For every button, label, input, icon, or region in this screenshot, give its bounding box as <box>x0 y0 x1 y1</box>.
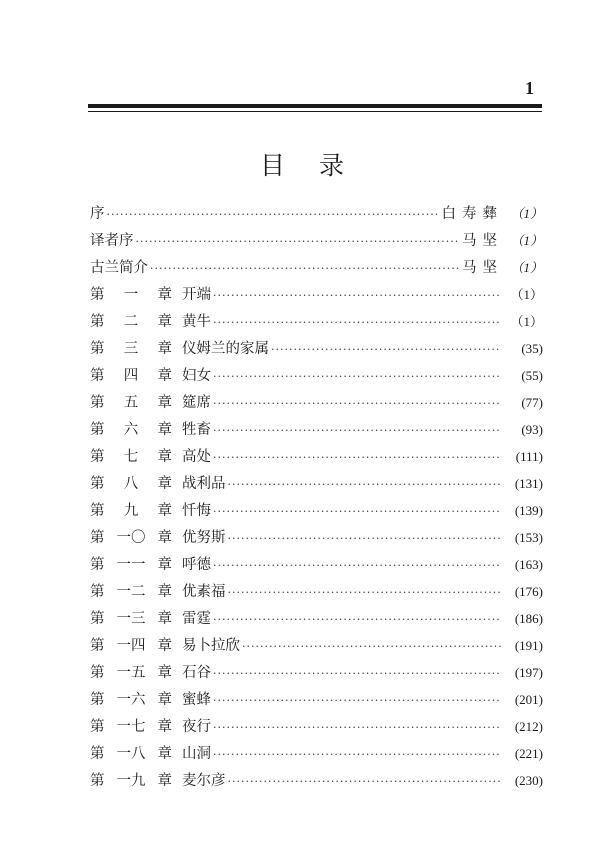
chapter-number-part: 章 <box>157 422 172 438</box>
chapter-number-part: 第 <box>90 314 105 330</box>
chapter-number <box>90 606 182 633</box>
dot-leader <box>213 687 501 714</box>
chapter-page: (139) <box>514 503 543 518</box>
page-number: 1 <box>525 78 534 98</box>
chapter-page: (201) <box>514 692 543 707</box>
chapter-title: 战利品 <box>182 476 226 492</box>
toc-row-chapter <box>90 524 543 551</box>
chapter-number-part: 第 <box>90 287 105 303</box>
chapter-title: 石谷 <box>182 665 211 681</box>
dot-leader <box>213 444 501 471</box>
chapter-number-part: 五 <box>123 395 139 411</box>
toc-row-chapter <box>90 713 543 740</box>
dot-leader <box>228 579 502 606</box>
entry-author: 马坚 <box>462 260 503 276</box>
dot-leader <box>136 228 461 255</box>
toc-row-chapter <box>90 497 543 524</box>
chapter-number-part: 一〇 <box>116 530 146 546</box>
toc-row-chapter <box>90 281 543 308</box>
chapter-number-part: 第 <box>90 665 105 681</box>
chapter-number-part: 九 <box>123 503 139 519</box>
toc-row-chapter <box>90 740 543 767</box>
chapter-number <box>90 309 182 336</box>
dot-leader <box>242 633 501 660</box>
chapter-title: 优努斯 <box>182 530 226 546</box>
chapter-page: (230) <box>514 773 543 788</box>
chapter-title: 仪姆兰的家属 <box>182 341 269 357</box>
chapter-page: (35) <box>521 341 543 356</box>
chapter-number-part: 第 <box>90 503 105 519</box>
chapter-page: (111) <box>515 449 543 464</box>
toc-row-chapter <box>90 767 543 794</box>
entry-author: 马坚 <box>462 233 503 249</box>
dot-leader <box>213 498 501 525</box>
chapter-number-part: 一四 <box>116 638 146 654</box>
chapter-title: 麦尔彦 <box>182 773 226 789</box>
page-title: 目录 <box>259 151 378 180</box>
toc-row-chapter <box>90 551 543 578</box>
chapter-title: 呼德 <box>182 557 211 573</box>
chapter-number-part: 第 <box>90 692 105 708</box>
chapter-number <box>90 633 182 660</box>
chapter-page: (55) <box>521 368 543 383</box>
toc-row-chapter <box>90 578 543 605</box>
dot-leader <box>228 525 502 552</box>
chapter-number-part: 六 <box>123 422 139 438</box>
table-of-contents <box>90 200 543 794</box>
chapter-number <box>90 714 182 741</box>
chapter-number <box>90 741 182 768</box>
toc-row-quran-intro <box>90 254 543 281</box>
chapter-number-part: 七 <box>123 449 139 465</box>
chapter-title: 优素福 <box>182 584 226 600</box>
dot-leader <box>228 471 502 498</box>
chapter-number-part: 一七 <box>116 719 146 735</box>
chapter-number-part: 第 <box>90 773 105 789</box>
chapter-number-part: 第 <box>90 611 105 627</box>
chapter-number-part: 第 <box>90 746 105 762</box>
dot-leader <box>213 606 501 633</box>
chapter-number-part: 章 <box>157 287 172 303</box>
chapter-number-part: 一五 <box>116 665 146 681</box>
chapter-number <box>90 687 182 714</box>
chapter-number-part: 八 <box>123 476 139 492</box>
chapter-number-part: 第 <box>90 557 105 573</box>
chapter-number-part: 章 <box>157 665 172 681</box>
chapter-number-part: 二 <box>123 314 139 330</box>
chapter-number-part: 章 <box>157 395 172 411</box>
toc-row-translator-preface <box>90 227 543 254</box>
chapter-number-part: 第 <box>90 530 105 546</box>
chapter-page: (163) <box>514 557 543 572</box>
dot-leader <box>213 714 501 741</box>
dot-leader <box>271 336 501 363</box>
chapter-number-part: 章 <box>157 746 172 762</box>
chapter-number <box>90 552 182 579</box>
chapter-number <box>90 390 182 417</box>
chapter-number <box>90 768 182 795</box>
toc-row-chapter <box>90 632 543 659</box>
header-rule-thin <box>88 111 542 112</box>
chapter-page: (221) <box>514 746 543 761</box>
entry-title: 古兰简介 <box>90 260 148 276</box>
chapter-number-part: 三 <box>123 341 139 357</box>
dot-leader <box>213 309 501 336</box>
dot-leader <box>107 201 440 228</box>
dot-leader <box>213 552 501 579</box>
chapter-page: (77) <box>521 395 543 410</box>
chapter-title: 蜜蜂 <box>182 692 211 708</box>
chapter-number-part: 章 <box>157 449 172 465</box>
chapter-number-part: 章 <box>157 503 172 519</box>
toc-row-chapter <box>90 686 543 713</box>
toc-row-chapter <box>90 416 543 443</box>
chapter-number-part: 章 <box>157 611 172 627</box>
entry-page: （1） <box>510 260 543 275</box>
chapter-number-part: 一二 <box>116 584 146 600</box>
chapter-number <box>90 579 182 606</box>
chapter-page: (212) <box>514 719 543 734</box>
dot-leader <box>213 741 501 768</box>
chapter-page: (191) <box>514 638 543 653</box>
chapter-page: (153) <box>514 530 543 545</box>
chapter-number-part: 章 <box>157 341 172 357</box>
chapter-number-part: 章 <box>157 719 172 735</box>
chapter-title: 夜行 <box>182 719 211 735</box>
chapter-number-part: 第 <box>90 449 105 465</box>
chapter-title: 牲畜 <box>182 422 211 438</box>
chapter-number-part: 一九 <box>116 773 146 789</box>
dot-leader <box>213 282 501 309</box>
chapter-number-part: 第 <box>90 368 105 384</box>
chapter-number-part: 第 <box>90 341 105 357</box>
chapter-title: 妇女 <box>182 368 211 384</box>
chapter-title: 高处 <box>182 449 211 465</box>
entry-title: 译者序 <box>90 233 134 249</box>
entry-page: （1） <box>510 233 543 248</box>
chapter-number-part: 一 <box>123 287 139 303</box>
toc-row-chapter <box>90 659 543 686</box>
chapter-page: (131) <box>514 476 543 491</box>
chapter-title: 忏悔 <box>182 503 211 519</box>
chapter-number-part: 一三 <box>116 611 146 627</box>
chapter-title: 筵席 <box>182 395 211 411</box>
toc-row-chapter <box>90 335 543 362</box>
chapter-title: 山洞 <box>182 746 211 762</box>
chapter-number-part: 章 <box>157 557 172 573</box>
toc-row-chapter <box>90 362 543 389</box>
dot-leader <box>213 660 501 687</box>
chapter-title: 黄牛 <box>182 314 211 330</box>
chapter-number <box>90 471 182 498</box>
chapter-number-part: 章 <box>157 692 172 708</box>
chapter-page: （1） <box>510 287 543 302</box>
toc-row-preface <box>90 200 543 227</box>
dot-leader <box>228 768 502 795</box>
chapter-number-part: 四 <box>123 368 139 384</box>
chapter-number-part: 章 <box>157 368 172 384</box>
chapter-number <box>90 498 182 525</box>
toc-row-chapter <box>90 443 543 470</box>
header-rule-thick <box>88 104 542 108</box>
chapter-page: (186) <box>514 611 543 626</box>
chapter-number-part: 第 <box>90 638 105 654</box>
toc-row-chapter <box>90 308 543 335</box>
dot-leader <box>150 255 460 282</box>
chapter-number <box>90 336 182 363</box>
chapter-number-part: 章 <box>157 314 172 330</box>
toc-row-chapter <box>90 389 543 416</box>
chapter-number-part: 第 <box>90 422 105 438</box>
chapter-number-part: 一六 <box>116 692 146 708</box>
chapter-title: 雷霆 <box>182 611 211 627</box>
chapter-number-part: 章 <box>157 773 172 789</box>
dot-leader <box>213 363 501 390</box>
chapter-number-part: 第 <box>90 584 105 600</box>
chapter-number-part: 一八 <box>116 746 146 762</box>
chapter-page: (197) <box>514 665 543 680</box>
dot-leader <box>213 390 501 417</box>
chapter-page: （1） <box>510 314 543 329</box>
chapter-number <box>90 525 182 552</box>
chapter-title: 开端 <box>182 287 211 303</box>
chapter-number-part: 章 <box>157 584 172 600</box>
chapter-number-part: 第 <box>90 476 105 492</box>
entry-title: 序 <box>90 206 105 222</box>
chapter-number-part: 章 <box>157 530 172 546</box>
chapter-number <box>90 660 182 687</box>
chapter-title: 易卜拉欣 <box>182 638 240 654</box>
dot-leader <box>213 417 501 444</box>
toc-row-chapter <box>90 470 543 497</box>
chapter-page: (176) <box>514 584 543 599</box>
chapter-number-part: 一一 <box>116 557 146 573</box>
entry-author: 白寿彝 <box>441 206 503 222</box>
toc-row-chapter <box>90 605 543 632</box>
chapter-number <box>90 282 182 309</box>
chapter-number-part: 章 <box>157 638 172 654</box>
chapter-number <box>90 417 182 444</box>
chapter-number <box>90 444 182 471</box>
chapter-number-part: 第 <box>90 719 105 735</box>
entry-page: （1） <box>510 206 543 221</box>
chapter-number <box>90 363 182 390</box>
chapter-number-part: 章 <box>157 476 172 492</box>
chapter-page: (93) <box>521 422 543 437</box>
chapter-number-part: 第 <box>90 395 105 411</box>
